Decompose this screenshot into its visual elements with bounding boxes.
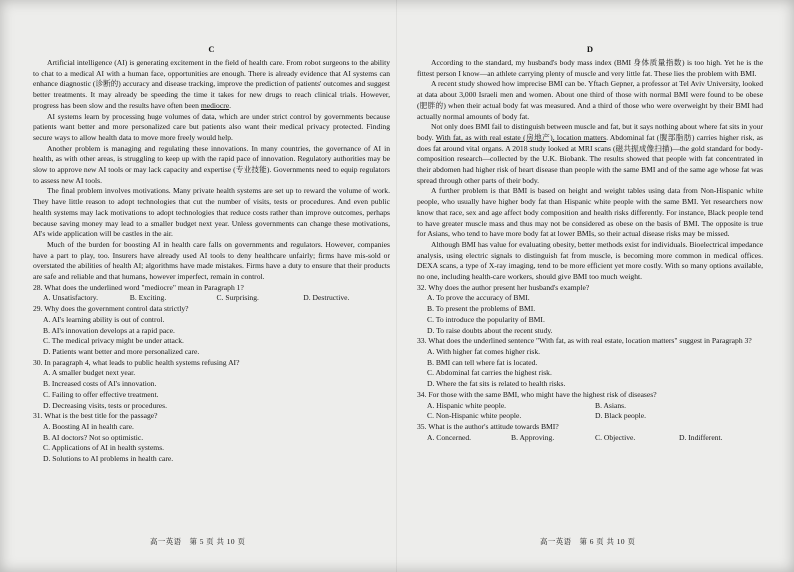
option-b[interactable]: B. AI doctors? Not so optimistic. bbox=[43, 432, 144, 442]
option-d[interactable]: D. Destructive. bbox=[303, 293, 350, 303]
option-b[interactable]: B. Approving. bbox=[511, 432, 555, 442]
passage-c-paragraph-5: Much of the burden for boosting AI in health care falls on governments and regulators. However, companies have a part to play, too. Insurers have already used AI tools to deny healthcare unfairly; firms have mis-sold or overstated the abilities of health AI; algorithms have made mistakes. Firms have a duty to ensure that their products are safe and reliable and that humans, however imperfect, remain in control. bbox=[33, 239, 390, 282]
option-c[interactable]: C. The medical privacy might be under attack. bbox=[43, 336, 184, 346]
option-b[interactable]: B. To present the problems of BMI. bbox=[427, 304, 536, 314]
option-c[interactable]: C. Objective. bbox=[595, 432, 636, 442]
question-29 bbox=[33, 304, 390, 358]
question-33 bbox=[417, 336, 763, 390]
option-c[interactable]: C. Surprising. bbox=[216, 293, 259, 303]
question-32 bbox=[417, 283, 763, 337]
page-fold bbox=[396, 0, 397, 572]
passage-c-paragraph-4: The final problem involves motivations. Many private health systems are set up to reward the volume of work. They have little reason to adopt technologies that cut the number of visits, tests or procedures. And even public health systems may lack motivations to adopt technologies that reduce costs rather than improve outcomes, perhaps because saving money may lead to a smaller budget next year. Unless governments can change these motivations, AI's wide application will be castles in the air. bbox=[33, 186, 390, 239]
question-31 bbox=[33, 411, 390, 465]
passage-c-paragraph-2: AI systems learn by processing huge volumes of data, which are under strict control by governments because patients want better and more personalized care but patients also want their medical privacy protected. Finding secure ways to allow health data to move more freely would help. bbox=[33, 111, 390, 142]
passage-d-paragraph-3: Not only does BMI fail to distinguish between muscle and fat, but it says nothing about where fat sits in your body. With fat, as with real estate (房地产), location matters. Abdominal fat (腹部脂肪) carries higher risk, as does fat around vital organs. A 2018 study looked at MRI scans (磁共振成像扫描)—the gold standard for body-composition research—collected by the U.K. Biobank. The results showed that people with fat concentrated in their abdomen had higher risk of heart disease than people with the same BMI and of the same age whose fat was spread through other parts of their body. bbox=[417, 122, 763, 185]
option-c[interactable]: C. Abdominal fat carries the highest risk. bbox=[427, 368, 552, 378]
option-d[interactable]: D. Where the fat sits is related to health risks. bbox=[427, 379, 566, 389]
passage-c-paragraph-1: Artificial intelligence (AI) is generating excitement in the field of health care. From robot surgeons to the ability to chat to a medical AI with a human face, opportunities are enough. There is already evidence that AI systems can enhance diagnostic (诊断的) accuracy and disease tracking, improve the prediction of patients' outcomes and suggest better treatments. It may already be speeding the time it takes for new drugs to reach clinical trials. However, progress has been slow and the results have often been mediocre. bbox=[33, 58, 390, 110]
question-stem: 34. For those with the same BMI, who might have the highest risk of diseases? bbox=[417, 389, 657, 399]
option-d[interactable]: D. Black people. bbox=[595, 411, 647, 421]
option-b[interactable]: B. Exciting. bbox=[129, 293, 167, 303]
option-b[interactable]: B. AI's innovation develops at a rapid pace. bbox=[43, 325, 175, 335]
option-a[interactable]: A. Unsatisfactory. bbox=[43, 293, 98, 303]
passage-d-paragraph-5: Although BMI has value for evaluating obesity, better methods exist for individuals. Bioelectrical impedance analysis, using electric signals to distinguish fat from muscle, is becoming more common in medical offices. DEXA scans, a type of X-ray imaging, tend to be more efficient yet more costly. With so many options available, no one, including health-care workers, should give BMI too much weight. bbox=[417, 239, 763, 282]
underlined-sentence: With fat, as with real estate (房地产), location matters bbox=[435, 132, 607, 142]
passage-d-title: D bbox=[586, 44, 594, 54]
passage-d-paragraph-4: A further problem is that BMI is based on height and weight tables using data from Non-Hispanic white people, who usually have higher body fat than Hispanic white people with the same BMI. Yet researchers now know that race, sex and age affect body composition and health risks differently. For instance, Black people tend to have greater muscle mass and thus may not be considered as obese on the basis of BMI. The opposite is true for Asians, who tend to have more body fat at lower BMIs, so their actual disease risks may be missed. bbox=[417, 186, 763, 239]
option-d[interactable]: D. To raise doubts about the recent study. bbox=[427, 325, 553, 335]
question-stem: 32. Why does the author present her husband's example? bbox=[417, 282, 590, 292]
underlined-word-mediocre: mediocre bbox=[200, 100, 230, 110]
option-d[interactable]: D. Indifferent. bbox=[679, 432, 723, 442]
passage-c-paragraph-3: Another problem is managing and regulating these innovations. In many countries, the governance of AI in health, as with other areas, is struggling to keep up with the rapid pace of innovation. Regulatory authorities may be slow to approve new AI tools or may lack capacity and expertise (专业技能). Governments need to equip regulators to assess new AI tools. bbox=[33, 143, 390, 185]
passage-d-paragraph-2: A recent study showed how imprecise BMI can be. Yftach Gepner, a professor at Tel Aviv University, looked at data about 3,000 Israeli men and women. About one third of those with normal BMI were found to be obese (肥胖的) when their actual body fat was measured. And a third of those who were overweight by their BMI had actually normal amounts of body fat. bbox=[417, 79, 763, 121]
option-a[interactable]: A. To prove the accuracy of BMI. bbox=[427, 293, 530, 303]
question-stem: 28. What does the underlined word "mediocre" mean in Paragraph 1? bbox=[33, 282, 244, 292]
option-a[interactable]: A. Hispanic white people. bbox=[427, 400, 507, 410]
footer-page-6: 高一英语 第 6 页 共 10 页 bbox=[540, 537, 636, 546]
option-a[interactable]: A. With higher fat comes higher risk. bbox=[427, 346, 541, 356]
question-stem: 33. What does the underlined sentence "With fat, as with real estate, location matters" suggest in Paragraph 3? bbox=[417, 336, 752, 346]
option-d[interactable]: D. Patients want better and more personalized care. bbox=[43, 346, 200, 356]
option-c[interactable]: C. Failing to offer effective treatment. bbox=[43, 389, 159, 399]
option-a[interactable]: A. Boosting AI in health care. bbox=[43, 421, 134, 431]
question-34 bbox=[417, 390, 763, 422]
option-c[interactable]: C. Applications of AI in health systems. bbox=[43, 443, 165, 453]
option-b[interactable]: B. BMI can tell where fat is located. bbox=[427, 357, 538, 367]
question-stem: 31. What is the best title for the passage? bbox=[33, 411, 158, 421]
question-stem: 35. What is the author's attitude towards BMI? bbox=[417, 421, 559, 431]
option-a[interactable]: A. AI's learning ability is out of control. bbox=[43, 314, 165, 324]
question-30 bbox=[33, 358, 390, 412]
question-stem: 30. In paragraph 4, what leads to public health systems refusing AI? bbox=[33, 357, 240, 367]
option-a[interactable]: A. A smaller budget next year. bbox=[43, 368, 136, 378]
option-d[interactable]: D. Solutions to AI problems in health care. bbox=[43, 454, 174, 464]
option-c[interactable]: C. To introduce the popularity of BMI. bbox=[427, 314, 545, 324]
question-28 bbox=[33, 283, 390, 304]
question-stem: 29. Why does the government control data strictly? bbox=[33, 304, 189, 314]
option-a[interactable]: A. Concerned. bbox=[427, 432, 472, 442]
option-b[interactable]: B. Increased costs of AI's innovation. bbox=[43, 379, 157, 389]
option-d[interactable]: D. Decreasing visits, tests or procedures. bbox=[43, 400, 167, 410]
footer-page-5: 高一英语 第 5 页 共 10 页 bbox=[150, 537, 246, 546]
option-b[interactable]: B. Asians. bbox=[595, 400, 627, 410]
option-c[interactable]: C. Non-Hispanic white people. bbox=[427, 411, 522, 421]
passage-c-title: C bbox=[208, 44, 215, 54]
left-page bbox=[33, 44, 390, 524]
question-35 bbox=[417, 422, 763, 443]
passage-d-paragraph-1: According to the standard, my husband's body mass index (BMI 身体质量指数) is too high. Yet he is the fittest person I know—an athlete carrying plenty of muscle and very little fat. These lies the problem with BMI. bbox=[417, 58, 763, 78]
right-page bbox=[417, 44, 763, 524]
